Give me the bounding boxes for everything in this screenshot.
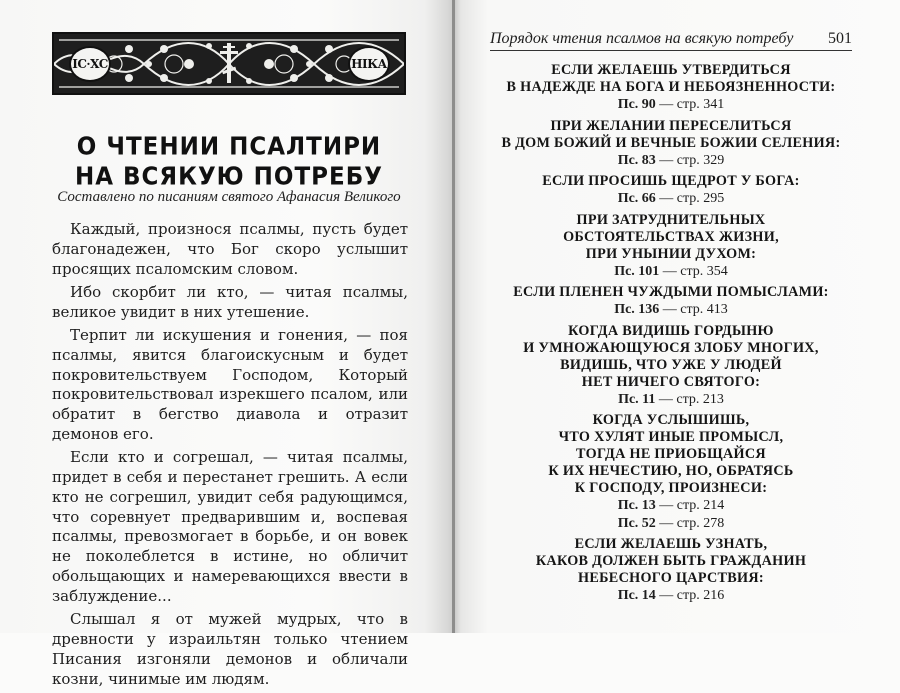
psalm-number: Пс. 90	[617, 97, 656, 112]
dash-separator: —	[655, 191, 677, 206]
entry-heading-line: ЕСЛИ ЖЕЛАЕШЬ УЗНАТЬ,	[574, 536, 768, 552]
psalm-entry	[490, 212, 852, 281]
paragraph: Терпит ли искушения и гонения, — поя псалмы, явится благоискусным и будет покровительствуем Господом, Который покровительствовал изрекшего псалом, или обратит в бегство диавола и отразит демонов его.	[52, 325, 408, 443]
psalm-number: Пс. 66	[617, 191, 656, 206]
psalm-reference	[490, 515, 852, 533]
paragraph: Каждый, произнося псалмы, пусть будет благонадежен, что Бог скоро услышит просящих псаломским словом.	[52, 220, 408, 278]
book-spine	[452, 0, 455, 633]
running-head-title: Порядок чтения псалмов на всякую потребу	[490, 30, 794, 47]
psalm-reference	[490, 152, 852, 170]
entry-heading-line: ЕСЛИ ПРОСИШЬ ЩЕДРОТ У БОГА:	[542, 173, 800, 189]
dash-separator: —	[659, 263, 681, 279]
page-reference: стр. 216	[676, 588, 725, 603]
entry-heading-line: ЕСЛИ ЖЕЛАЕШЬ УТВЕРДИТЬСЯ	[551, 62, 791, 78]
psalm-entry	[490, 173, 852, 208]
entry-heading-line: ЧТО ХУЛЯТ ИНЫЕ ПРОМЫСЛ,	[558, 429, 784, 445]
psalm-number: Пс. 52	[617, 515, 656, 531]
page-reference: стр. 413	[680, 302, 728, 317]
psalm-number: Пс. 101	[614, 263, 660, 279]
dash-separator: —	[655, 498, 677, 513]
page-reference: стр. 295	[676, 191, 725, 206]
entry-heading-line: ОБСТОЯТЕЛЬСТВАХ ЖИЗНИ,	[563, 228, 779, 245]
psalm-reference	[490, 391, 852, 409]
entry-heading-line: К ГОСПОДУ, ПРОИЗНЕСИ:	[574, 480, 768, 496]
psalm-entry	[490, 536, 852, 605]
psalm-reference	[490, 587, 852, 605]
chapter-title-line: НА ВСЯКУЮ ПОТРЕБУ	[74, 162, 384, 192]
page-reference: стр. 341	[676, 97, 725, 112]
entry-heading-line: К ИХ НЕЧЕСТИЮ, НО, ОБРАТЯСЬ	[548, 463, 794, 479]
page-reference: стр. 278	[676, 515, 725, 531]
body-text	[52, 220, 408, 693]
paragraph: Если кто и согрешал, — читая псалмы, придет в себя и перестанет грешить. А если кто не согрешил, увидит себя радующимся, что соревнует предварившим и, воспевая псалмы, превозмогает в борьбе, и он вовек не поколеблется в истине, но обличит обольщающих и намеревающихся ввести в заблуждение...	[52, 448, 408, 605]
entry-heading-line: В ДОМ БОЖИЙ И ВЕЧНЫЕ БОЖИИ СЕЛЕНИЯ:	[501, 134, 841, 151]
psalm-number: Пс. 13	[617, 498, 656, 513]
psalm-entry	[490, 412, 852, 532]
page-reference: стр. 329	[676, 152, 725, 168]
entry-heading-line: ЕСЛИ ПЛЕНЕН ЧУЖДЫМИ ПОМЫСЛАМИ:	[513, 284, 829, 300]
running-head	[490, 28, 852, 51]
entry-heading-line: ВИДИШЬ, ЧТО УЖЕ У ЛЮДЕЙ	[560, 356, 782, 373]
psalm-reference	[490, 96, 852, 114]
chapter-subtitle: Составлено по писаниям святого Афанасия Великого	[57, 189, 401, 205]
entry-heading-line: КОГДА УСЛЫШИШЬ,	[592, 412, 750, 428]
psalm-reference	[490, 301, 852, 319]
dash-separator: —	[659, 302, 681, 317]
psalm-reference	[490, 190, 852, 208]
page-reference: стр. 354	[680, 263, 728, 279]
entry-heading-line: В НАДЕЖДЕ НА БОГА И НЕБОЯЗНЕННОСТИ:	[506, 79, 836, 95]
ornamental-headpiece	[52, 32, 406, 95]
dash-separator: —	[655, 152, 677, 168]
psalm-entry	[490, 284, 852, 319]
psalm-entry	[490, 62, 852, 114]
entry-heading-line: КАКОВ ДОЛЖЕН БЫТЬ ГРАЖДАНИН	[535, 553, 807, 569]
psalm-entry	[490, 118, 852, 170]
entry-heading-line: ПРИ ЖЕЛАНИИ ПЕРЕСЕЛИТЬСЯ	[550, 117, 792, 134]
entry-heading-line: КОГДА ВИДИШЬ ГОРДЫНЮ	[568, 322, 774, 339]
dash-separator: —	[655, 588, 677, 603]
dash-separator: —	[655, 391, 677, 407]
nika-medallion: НІКА	[348, 46, 390, 82]
paragraph: Слышал я от мужей мудрых, что в древности у израильтян только чтением Писания изгоняли демонов и обличали козни, чинимые им людям.	[52, 610, 408, 688]
entry-heading-line: НЕТ НИЧЕГО СВЯТОГО:	[581, 373, 761, 390]
entry-heading-line: ТОГДА НЕ ПРИОБЩАЙСЯ	[576, 446, 766, 462]
entry-heading-line: ПРИ ЗАТРУДНИТЕЛЬНЫХ	[576, 211, 766, 228]
entry-heading-line: ПРИ УНЫНИИ ДУХОМ:	[585, 245, 757, 262]
psalm-reference	[490, 497, 852, 515]
psalm-entries-list	[490, 62, 852, 609]
entry-heading-line: И УМНОЖАЮЩУЮСЯ ЗЛОБУ МНОГИХ,	[523, 339, 819, 356]
psalm-entry	[490, 323, 852, 409]
cross-icon	[220, 43, 238, 83]
psalm-reference	[490, 263, 852, 281]
entry-heading-line: НЕБЕСНОГО ЦАРСТВИЯ:	[578, 570, 764, 586]
page-reference: стр. 214	[676, 498, 725, 513]
page-reference: стр. 213	[676, 391, 724, 407]
psalm-number: Пс. 11	[618, 391, 656, 407]
dash-separator: —	[655, 97, 677, 112]
paragraph: Ибо скорбит ли кто, — читая псалмы, великое увидит в них утешение.	[52, 282, 408, 321]
psalm-number: Пс. 14	[617, 588, 656, 603]
chapter-title	[52, 132, 406, 192]
dash-separator: —	[655, 515, 677, 531]
chapter-title-line: О ЧТЕНИИ ПСАЛТИРИ	[76, 132, 382, 162]
psalm-number: Пс. 83	[617, 152, 656, 168]
page-number: 501	[828, 30, 852, 47]
psalm-number: Пс. 136	[614, 302, 660, 317]
ic-xc-medallion: IC·XC	[69, 46, 111, 82]
